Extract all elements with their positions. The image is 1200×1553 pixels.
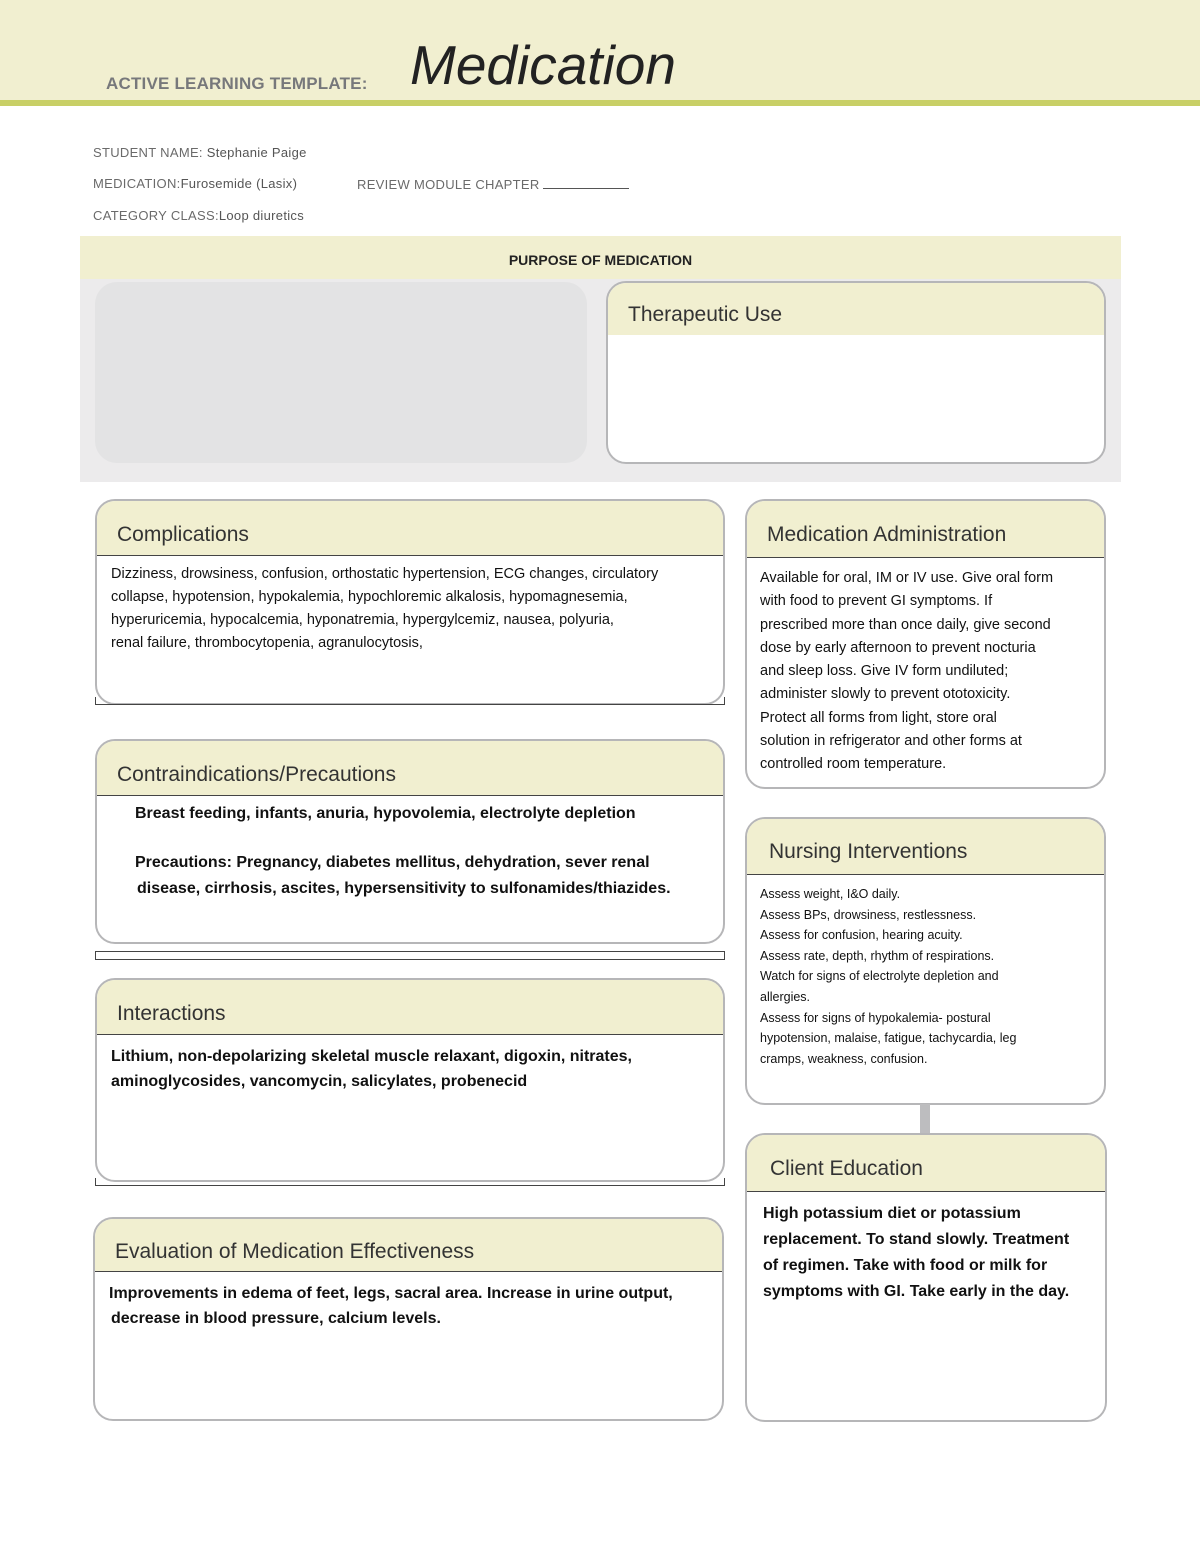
- education-line: High potassium diet or potassium: [763, 1205, 1021, 1222]
- administration-line: with food to prevent GI symptoms. If: [760, 593, 993, 610]
- purpose-panel: [95, 282, 587, 463]
- template-label: ACTIVE LEARNING TEMPLATE:: [106, 74, 368, 93]
- administration-line: prescribed more than once daily, give second: [760, 616, 1051, 633]
- purpose-title: PURPOSE OF MEDICATION: [508, 252, 693, 268]
- therapeutic-use-card: [606, 281, 1106, 464]
- precautions-line: disease, cirrhosis, ascites, hypersensitivity to sulfonamides/thiazides.: [137, 880, 671, 897]
- evaluation-body: [109, 1281, 710, 1331]
- card-divider: [747, 874, 1104, 875]
- complications-body: [111, 563, 711, 655]
- nursing-body: [760, 884, 1092, 1069]
- administration-line: Available for oral, IM or IV use. Give oral form: [760, 570, 1054, 586]
- medication-row: [93, 176, 297, 191]
- contraindications-box-bottom: [95, 951, 725, 960]
- interactions-line: aminoglycosides, vancomycin, salicylates, probenecid: [111, 1073, 528, 1090]
- education-line: symptoms with GI. Take early in the day.: [763, 1283, 1070, 1300]
- card-divider: [95, 1271, 722, 1272]
- medication-value: Furosemide (Lasix): [180, 176, 298, 191]
- nursing-line: Assess BPs, drowsiness, restlessness.: [760, 907, 977, 922]
- contraindications-title: Contraindications/Precautions: [117, 763, 396, 786]
- review-module-blank[interactable]: [543, 176, 629, 189]
- interactions-box-bottom: [95, 1178, 725, 1186]
- header-rule: [0, 100, 1200, 106]
- nursing-line: allergies.: [760, 989, 811, 1004]
- administration-line: administer slowly to prevent ototoxicity.: [760, 686, 1011, 703]
- medication-label: MEDICATION:: [93, 176, 181, 191]
- student-name-value: Stephanie Paige: [206, 145, 307, 160]
- category-row: [93, 208, 304, 223]
- nursing-line: Assess for signs of hypokalemia- postural: [760, 1010, 991, 1025]
- card-divider: [97, 1034, 723, 1035]
- administration-body: [760, 567, 1092, 777]
- nursing-line: Assess rate, depth, rhythm of respirations.: [760, 948, 995, 963]
- student-name-row: [93, 145, 307, 160]
- administration-line: dose by early afternoon to prevent nocturia: [760, 639, 1036, 656]
- administration-line: Protect all forms from light, store oral: [760, 709, 997, 726]
- nursing-title: Nursing Interventions: [769, 840, 968, 863]
- complications-card: [95, 499, 725, 705]
- interactions-card: [95, 978, 725, 1182]
- card-divider: [97, 555, 723, 556]
- contraindications-body: [135, 805, 711, 898]
- card-divider: [747, 557, 1104, 558]
- administration-line: solution in refrigerator and other forms at: [760, 733, 1022, 750]
- nursing-line: Assess weight, I&O daily.: [760, 887, 901, 901]
- review-module-label: REVIEW MODULE CHAPTER: [357, 177, 540, 192]
- complications-line: Dizziness, drowsiness, confusion, orthostatic hypertension, ECG changes, circulatory: [111, 566, 659, 582]
- evaluation-line: Improvements in edema of feet, legs, sacral area. Increase in urine output,: [109, 1285, 673, 1302]
- interactions-title: Interactions: [117, 1002, 226, 1025]
- complications-box-bottom: [95, 697, 725, 705]
- administration-title: Medication Administration: [767, 523, 1007, 546]
- student-name-label: STUDENT NAME:: [93, 145, 203, 160]
- nursing-line: hypotension, malaise, fatigue, tachycardia, leg: [760, 1031, 1017, 1046]
- card-divider: [747, 1191, 1105, 1192]
- administration-line: and sleep loss. Give IV form undiluted;: [760, 663, 1009, 680]
- evaluation-card: [93, 1217, 724, 1421]
- nursing-card: [745, 817, 1106, 1105]
- complications-line: hyperuricemia, hypocalcemia, hyponatremia, hypergylcemiz, nausea, polyuria,: [111, 612, 614, 628]
- interactions-line: Lithium, non-depolarizing skeletal muscle relaxant, digoxin, nitrates,: [111, 1048, 632, 1065]
- contraindications-card: [95, 739, 725, 944]
- administration-line: controlled room temperature.: [760, 756, 947, 773]
- interactions-body: [111, 1044, 711, 1094]
- nursing-line: Watch for signs of electrolyte depletion and: [760, 969, 999, 984]
- education-line: replacement. To stand slowly. Treatment: [763, 1231, 1070, 1248]
- connector: [920, 1104, 930, 1133]
- card-divider: [97, 795, 723, 796]
- review-module-row: [357, 176, 629, 192]
- therapeutic-use-title: Therapeutic Use: [628, 303, 783, 326]
- education-card: [745, 1133, 1107, 1422]
- evaluation-title: Evaluation of Medication Effectiveness: [115, 1240, 475, 1263]
- page-title: Medication: [410, 34, 676, 96]
- precautions-line: Precautions: Pregnancy, diabetes mellitus, dehydration, sever renal: [135, 854, 650, 871]
- category-value: Loop diuretics: [218, 208, 305, 223]
- evaluation-line: decrease in blood pressure, calcium levels.: [111, 1310, 441, 1327]
- education-body: [763, 1201, 1093, 1305]
- administration-card: [745, 499, 1106, 789]
- complications-line: renal failure, thrombocytopenia, agranulocytosis,: [111, 635, 423, 651]
- complications-line: collapse, hypotension, hypokalemia, hypochloremic alkalosis, hypomagnesemia,: [111, 589, 628, 605]
- complications-title: Complications: [117, 523, 249, 546]
- education-line: of regimen. Take with food or milk for: [763, 1257, 1048, 1274]
- category-label: CATEGORY CLASS:: [93, 208, 219, 223]
- education-title: Client Education: [770, 1157, 923, 1180]
- nursing-line: Assess for confusion, hearing acuity.: [760, 928, 963, 943]
- contraindications-line: Breast feeding, infants, anuria, hypovolemia, electrolyte depletion: [135, 805, 636, 822]
- nursing-line: cramps, weakness, confusion.: [760, 1051, 928, 1066]
